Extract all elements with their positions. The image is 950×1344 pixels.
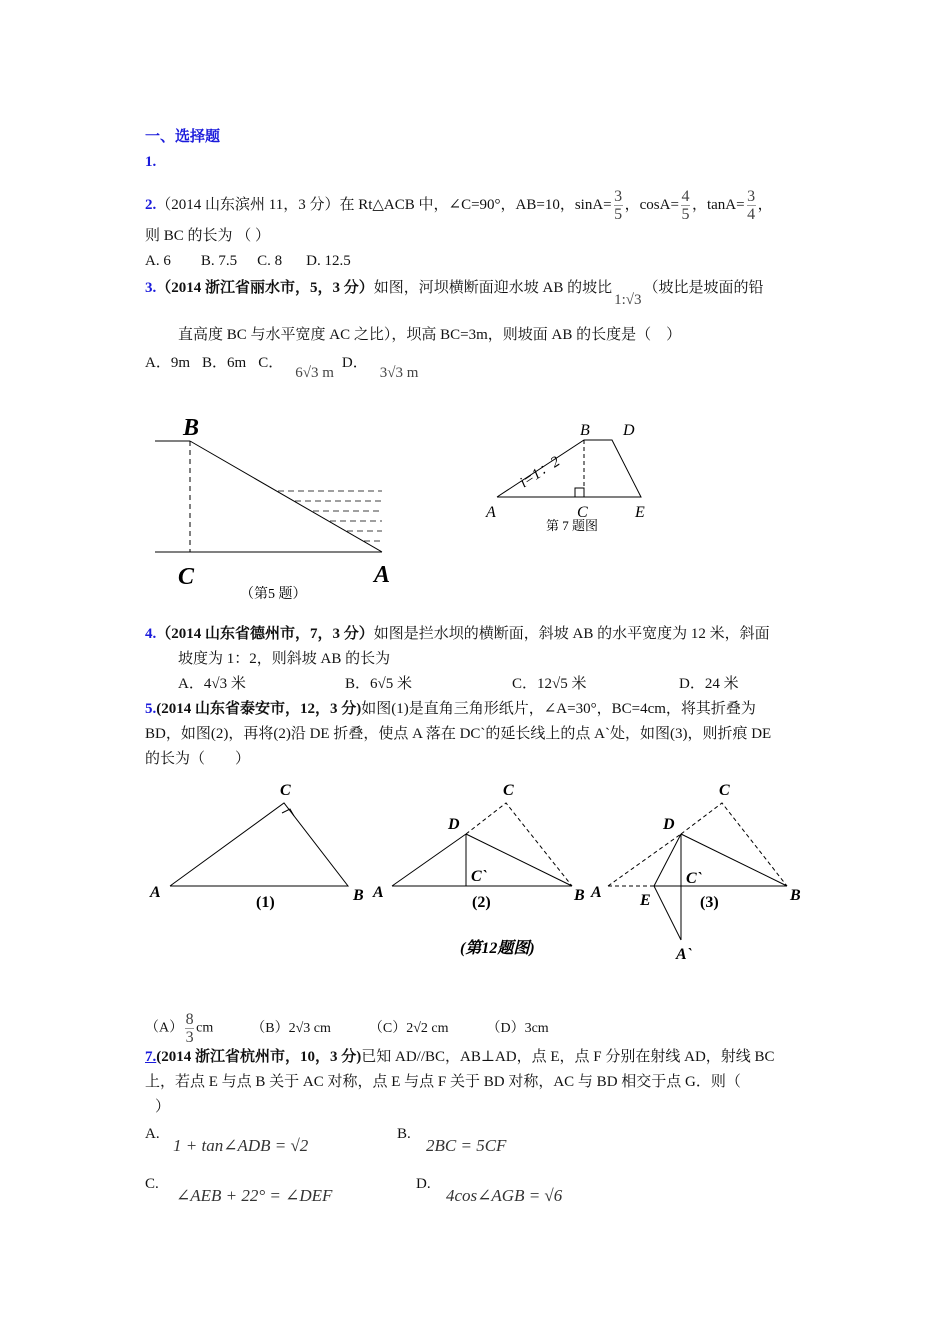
den: 4 [747,206,756,223]
figure-q7-trapezoid [497,440,641,497]
option-b: B．6√5 米 [345,676,412,692]
option-d-label: D． [341,355,368,371]
q5-line3: 的长为（ ） [145,751,251,767]
option-c-label: C． [258,355,284,371]
q4-stem: 如图是拦水坝的横断面，斜坡 AB 的水平宽度为 12 米，斜面 [373,626,770,642]
option-b: （B）2√3 cm [251,1020,331,1036]
den: 5 [614,206,623,223]
q7-line3: ） [155,1099,171,1115]
option-c: C. 8 [257,253,283,269]
fig7-caption: 第 7 题图 [546,518,599,533]
section-title: 一、选择题 [145,129,221,145]
option-a: 1 + tan∠ADB = √2 [173,1136,309,1155]
option-a: A．9m [145,355,191,371]
option-a-label: A. [145,1126,160,1142]
option-d: 4cos∠AGB = √6 [446,1186,563,1205]
tail: ， [757,196,773,213]
fig12-caption: (第12题图) [460,940,535,957]
fig3-d: D [663,816,675,833]
slope-label: i=1：2 [517,453,563,492]
num: 3 [747,188,756,205]
q4-line2: 坡度为 1：2，则斜坡 AB 的长为 [178,651,391,667]
q7-line1 [145,1047,775,1067]
q1-number: 1. [145,154,157,170]
fig1-num: (1) [256,894,275,911]
fig3-c2: C` [686,870,702,887]
option-d: （D）3cm [486,1020,549,1036]
q4-source: （2014 山东省德州市，7，3 分） [156,626,374,642]
q2-stem: 在 Rt△ACB 中，∠C=90°，AB=10，sinA= [339,196,612,213]
option-c: 6√3 m [295,365,334,381]
q2-source: （2014 山东滨州 11，3 分） [156,196,340,213]
option-b: B. 7.5 [200,253,238,269]
q5-line1 [145,699,756,719]
option-c: （C）2√2 cm [368,1020,449,1036]
option-b: 2BC = 5CF [426,1136,507,1155]
num: 3 [614,188,623,205]
fig3-c: C [719,782,730,799]
fig2-num: (2) [472,894,491,911]
cos-label: ，cosA= [624,196,679,213]
option-d-label: D. [416,1176,431,1192]
label-c: C [577,504,588,521]
tan-label: ，tanA= [691,196,745,213]
num: 8 [185,1011,194,1028]
q3-stem: 如图，河坝横断面迎水坡 AB 的坡比 [373,280,613,296]
slope-ratio: 1:√3 [614,292,642,308]
option-d: D．24 米 [679,676,739,692]
fig2-c2: C` [471,868,487,885]
fig3-num: (3) [700,894,719,911]
q4-number: 4. [145,626,157,642]
option-b-label: B. [397,1126,411,1142]
q4-line1 [145,624,770,644]
fig2-c: C [503,782,514,799]
label-b: B [183,415,200,441]
label-a: A [374,562,391,588]
option-c: C．12√5 米 [512,676,587,692]
q5-line2: BD，如图(2)，再将(2)沿 DE 折叠，使点 A 落在 DC`的延长线上的点 A`处，如图(3)，则折痕 DE [145,726,772,742]
q2-number: 2. [145,196,157,213]
q7-number[interactable]: 7. [145,1049,157,1065]
den: 3 [185,1029,194,1046]
fig3-a2: A` [676,946,692,963]
option-a: A．4√3 米 [178,676,246,692]
q3-number: 3. [145,280,157,296]
fig1-b: B [353,887,364,904]
fig1-c: C [280,782,291,799]
q7-stem: 已知 AD//BC，AB⊥AD，点 E，点 F 分别在射线 AD，射线 BC [361,1049,775,1065]
option-c: ∠AEB + 22° = ∠DEF [176,1186,333,1205]
option-a: A. 6 [145,253,171,269]
label-b: B [580,422,590,439]
option-c-label: C. [145,1176,159,1192]
fig5-caption: （第5 题） [240,587,307,602]
fig2-a: A [373,884,384,901]
q5-stem: 如图(1)是直角三角形纸片，∠A=30°，BC=4cm，将其折叠为 [361,701,756,717]
q3-source: （2014 浙江省丽水市，5，3 分） [156,280,374,296]
label-a: A [486,504,496,521]
fig2-d: D [448,816,460,833]
q5-number: 5. [145,701,157,717]
label-d: D [623,422,635,439]
q5-source: (2014 山东省泰安市，12，3 分) [156,701,362,717]
label-e: E [635,504,645,521]
unit: cm [196,1020,214,1036]
option-a: （A） [145,1020,184,1036]
option-d: 3√3 m [379,365,419,381]
fig2-b: B [574,887,585,904]
q3-stem2: （坡比是坡面的铅 [643,280,764,296]
option-d: D. 12.5 [306,253,351,269]
fig3-e: E [640,892,651,909]
fig3-b: B [790,887,801,904]
figure-q5-dam [155,441,382,552]
num: 4 [681,188,690,205]
fig1-a: A [150,884,161,901]
option-b: B．6m [202,355,247,371]
q7-line2: 上，若点 E 与点 B 关于 AC 对称，点 E 与点 F 关于 BD 对称，AC 与 BD 相交于点 G．则（ [145,1074,741,1090]
fig3-a: A [591,884,602,901]
q2-line2: 则 BC 的长为 （ ） [145,228,271,244]
q5-options [145,1011,549,1046]
fraction-8-3 [185,1011,194,1046]
label-c: C [178,564,195,590]
q7-source: (2014 浙江省杭州市，10，3 分) [156,1049,362,1065]
den: 5 [681,206,690,223]
q3-line2: 直高度 BC 与水平宽度 AC 之比），坝高 BC=3m，则坡面 AB 的长度是（ ） [178,327,682,343]
